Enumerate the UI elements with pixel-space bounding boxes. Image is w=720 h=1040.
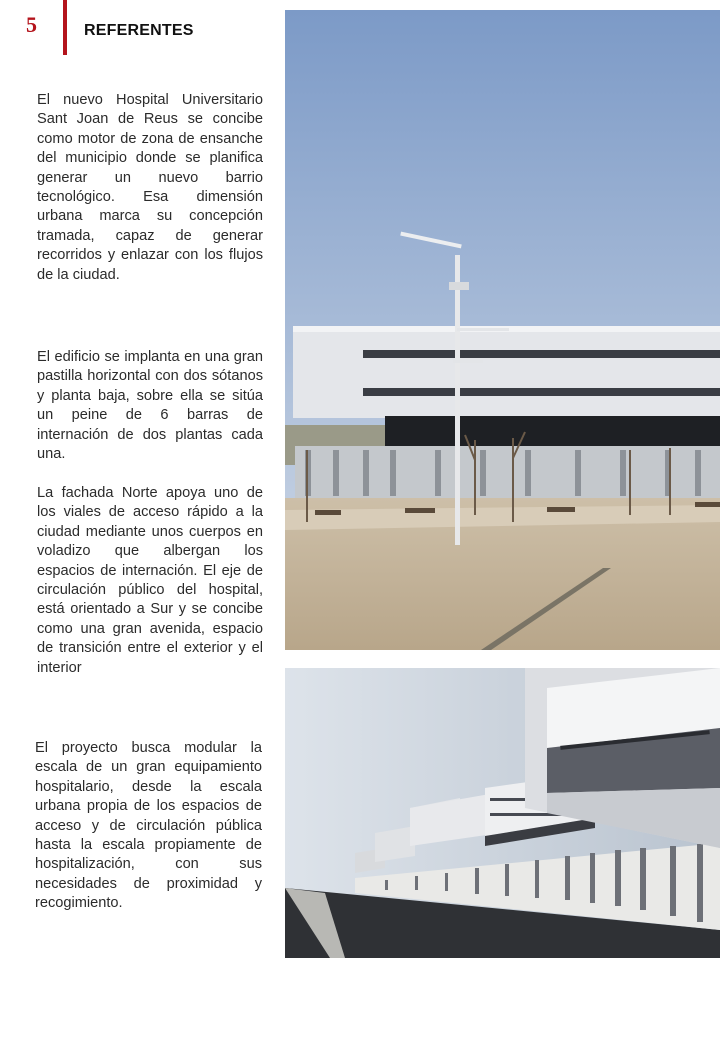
paragraph-building: El edificio se implanta en una gran pastilla horizontal con dos sótanos y planta baja, sobre ella se sitúa un peine de 6 barras de internación de dos plantas cada una. [37, 349, 263, 463]
paragraph-north-facade: La fachada Norte apoya uno de los viales de acceso rápido a la ciudad mediante unos cuerpos en voladizo que albergan los espacios de internación. El eje de circulación público del hospital, está orientado a Sur y se concibe como una gran avenida, espacio de transición entre el exterior y el interior [37, 485, 263, 676]
hospital-plaza-photo-icon [285, 10, 720, 650]
header-divider [63, 0, 67, 55]
paragraph-intro: El nuevo Hospital Universitario Sant Joan de Reus se concibe como motor de zona de ensanche del municipio donde se planifica generar un nuevo barrio tecnológico. Esa dimensión urbana marca su concepción tramada, capaz de generar recorridos y enlazar con los flujos de la ciudad. [37, 92, 263, 283]
paragraph-scale: El proyecto busca modular la escala de un gran equipamiento hospitalario, desde la escala urbana propia de los espacios de acceso y de circulación pública hasta la escala propiamente de hospitalización, con sus necesidades de proximidad y recogimiento. [35, 740, 262, 912]
hospital-cantilever-facade-photo-icon [285, 668, 720, 958]
section-title: REFERENTES [84, 22, 194, 39]
page-number: 5 [26, 12, 37, 37]
